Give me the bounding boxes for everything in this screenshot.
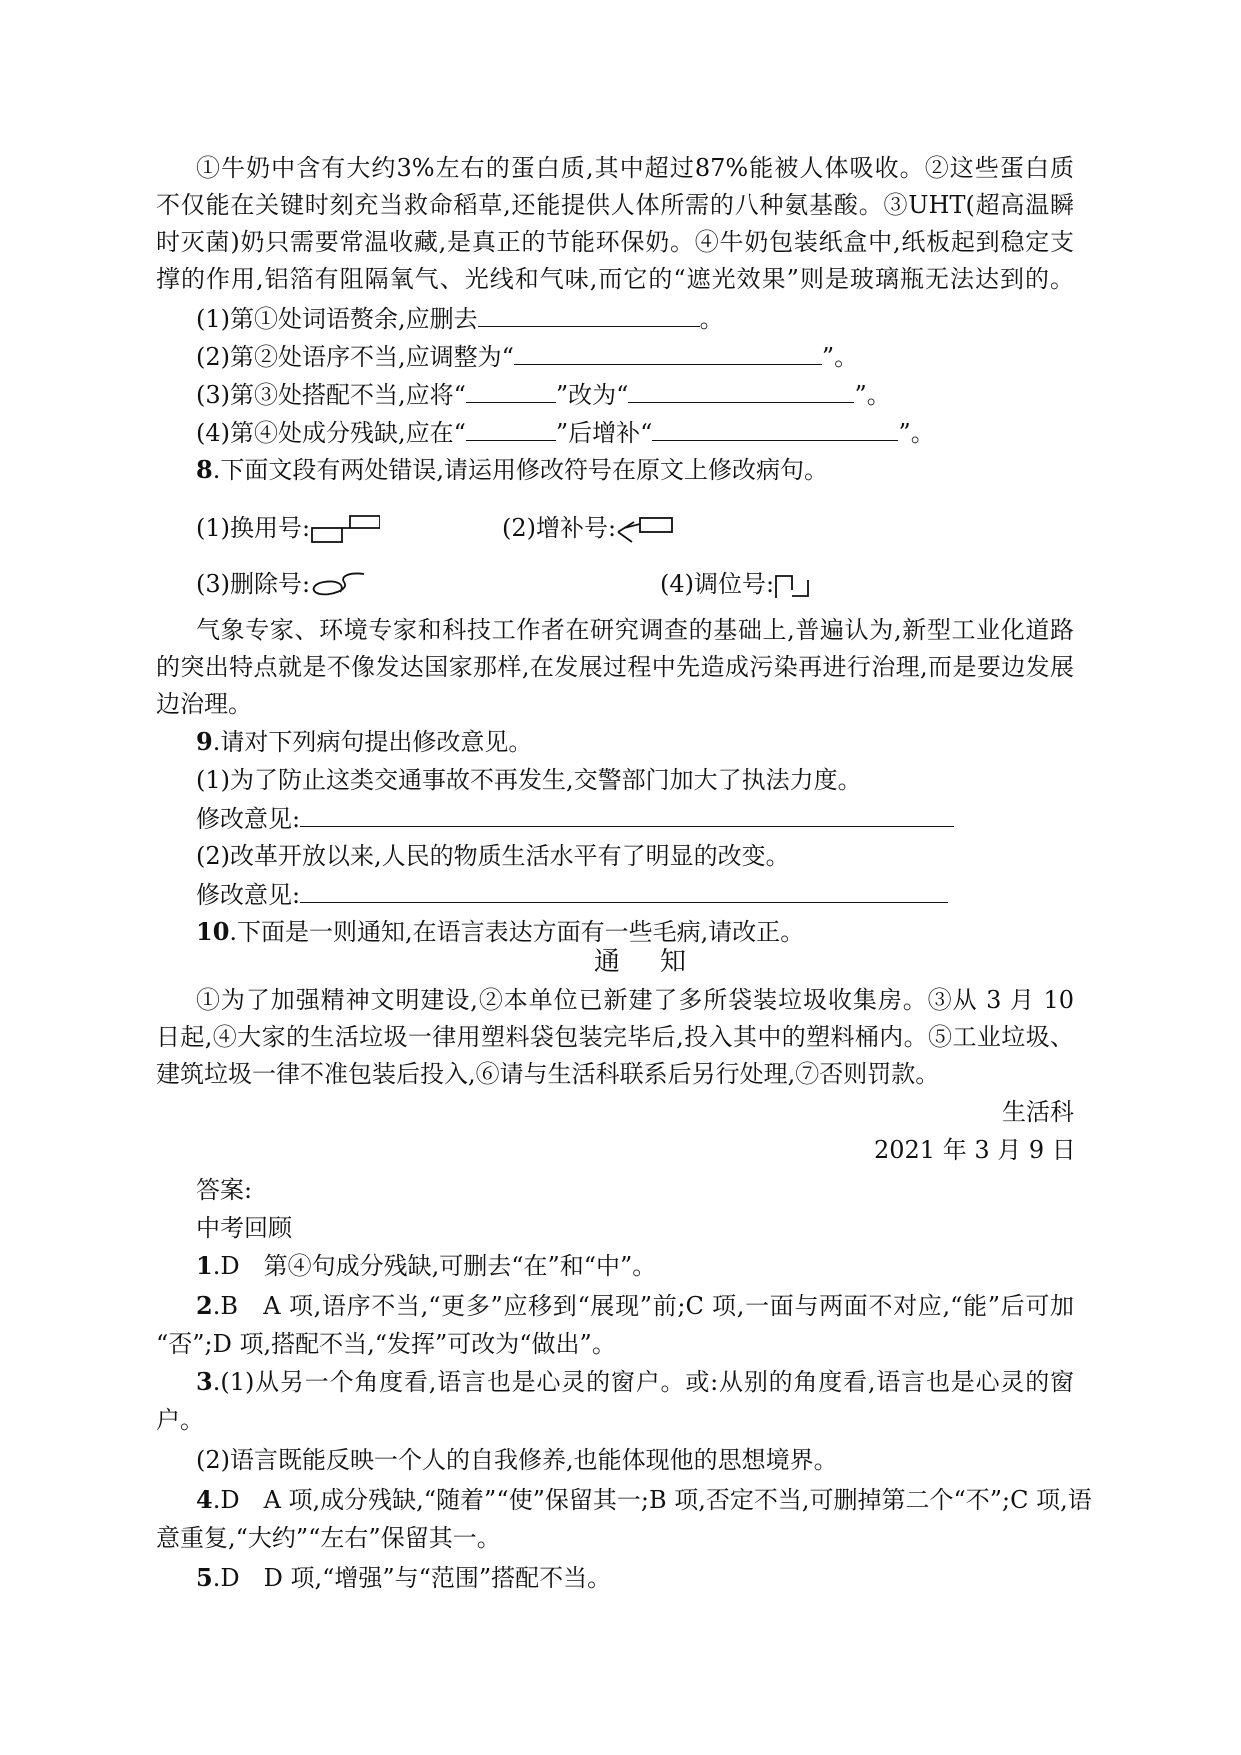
q8-passage-line-2: 的突出特点就是不像发达国家那样,在发展过程中先造成污染再进行治理,而是要边发展: [156, 653, 1074, 681]
answer-4-line-2: 意重复,“大约”“左右”保留其一。: [156, 1524, 501, 1552]
question-number: 8: [196, 455, 213, 484]
q8-prompt: [196, 452, 828, 488]
q7-s3-mid: ”改为“: [555, 381, 629, 409]
question-number: 9: [196, 727, 213, 756]
answer-5: [196, 1560, 611, 1596]
answer-3-line-2: 户。: [156, 1406, 204, 1434]
answer-2-line-1: [196, 1288, 1074, 1324]
answer-blank[interactable]: [478, 300, 700, 327]
answer-number: 2: [196, 1291, 213, 1320]
answer-4-line-1: [196, 1482, 1092, 1518]
answer-4-text: .D A 项,成分残缺,“随着”“使”保留其一;B 项,否定不当,可删掉第二个“不”;C 项,语: [212, 1486, 1092, 1514]
q10-passage-line-3: 建筑垃圾一律不准包装后投入,⑥请与生活科联系后另行处理,⑦否则罚款。: [156, 1060, 940, 1088]
q7-s3-end: ”。: [854, 381, 891, 409]
answer-3-line-1: [196, 1364, 1074, 1400]
answer-3-text: .(1)从另一个角度看,语言也是心灵的窗户。或:从别的角度看,语言也是心灵的窗: [212, 1368, 1074, 1396]
insert-symbol-label: (2)增补号:: [502, 514, 617, 542]
q7-passage-line-3: 时灭菌)奶只需要常温收藏,是真正的节能环保奶。④牛奶包装纸盒中,纸板起到稳定支: [156, 228, 1074, 256]
opinion-label: 修改意见:: [196, 805, 301, 833]
q7-s2-end: ”。: [821, 343, 859, 371]
q7-s1-text: (1)第①处词语赘余,应删去: [196, 305, 478, 333]
answer-blank[interactable]: [628, 376, 854, 403]
q8-symbol-insert: [502, 510, 676, 546]
answer-2-text: .B A 项,语序不当,“更多”应移到“展现”前;C 项,一面与两面不对应,“能”后可加: [212, 1292, 1074, 1320]
answer-blank[interactable]: [466, 376, 556, 403]
q7-s3-text: (3)第③处搭配不当,应将“: [196, 381, 466, 409]
q7-passage-line-4: 撑的作用,铝箔有阻隔氧气、光线和气味,而它的“遮光效果”则是玻璃瓶无法达到的。: [156, 265, 1074, 293]
question-number: 10: [196, 917, 230, 946]
answer-2-line-2: “否”;D 项,搭配不当,“发挥”可改为“做出”。: [156, 1330, 616, 1358]
answer-blank[interactable]: [466, 414, 556, 441]
q10-passage-line-1: ①为了加强精神文明建设,②本单位已新建了多所袋装垃圾收集房。③从 3 月 10: [196, 986, 1074, 1014]
q9-prompt: [196, 724, 532, 760]
q8-text: .下面文段有两处错误,请运用修改符号在原文上修改病句。: [212, 456, 828, 484]
replace-mark-icon: [310, 514, 380, 546]
answer-blank[interactable]: [652, 414, 898, 441]
opinion-label: 修改意见:: [196, 881, 301, 909]
notice-title: 通知: [594, 947, 727, 977]
q7-s4-end: ”。: [898, 419, 935, 447]
delete-mark-icon: [310, 570, 366, 602]
answer-number: 4: [196, 1485, 213, 1514]
q7-s4-mid: ”后增补“: [555, 419, 653, 447]
answer-blank[interactable]: [300, 800, 954, 827]
q7-s2-text: (2)第②处语序不当,应调整为“: [196, 343, 514, 371]
q7-passage-line-2: 不仅能在关键时刻充当救命稻草,还能提供人体所需的八种氨基酸。③UHT(超高温瞬: [156, 191, 1074, 219]
answer-1: [196, 1248, 656, 1284]
q9-sentence-2: (2)改革开放以来,人民的物质生活水平有了明显的改变。: [196, 842, 790, 870]
q10-text: .下面是一则通知,在语言表达方面有一些毛病,请改正。: [229, 918, 805, 946]
answer-1-text: .D 第④句成分残缺,可删去“在”和“中”。: [212, 1252, 657, 1280]
q7-subquestion-4: [196, 414, 935, 451]
insert-mark-icon: [616, 514, 676, 546]
answer-number: 5: [196, 1563, 213, 1592]
replace-symbol-label: (1)换用号:: [196, 514, 311, 542]
reorder-symbol-label: (4)调位号:: [660, 570, 775, 598]
q7-subquestion-3: [196, 376, 891, 413]
notice-date: 2021 年 3 月 9 日: [874, 1136, 1076, 1164]
q7-subquestion-2: [196, 338, 858, 375]
q9-sentence-1: (1)为了防止这类交通事故不再发生,交警部门加大了执法力度。: [196, 766, 862, 794]
q8-symbol-replace: [196, 510, 380, 546]
q8-symbol-delete: [196, 566, 366, 602]
delete-symbol-label: (3)删除号:: [196, 570, 311, 598]
q7-passage-line-1: ①牛奶中含有大约3%左右的蛋白质,其中超过87%能被人体吸收。②这些蛋白质: [196, 154, 1074, 182]
q7-s1-end: 。: [699, 305, 724, 333]
q10-passage-line-2: 日起,④大家的生活垃圾一律用塑料袋包装完毕后,投入其中的塑料桶内。⑤工业垃圾、: [156, 1023, 1074, 1051]
notice-signature: 生活科: [1002, 1098, 1074, 1126]
answer-number: 1: [196, 1251, 213, 1280]
answer-number: 3: [196, 1367, 213, 1396]
q8-passage-line-3: 边治理。: [156, 690, 252, 718]
q9-text: .请对下列病句提出修改意见。: [212, 728, 533, 756]
q7-subquestion-1: [196, 300, 724, 337]
q8-symbol-reorder: [660, 566, 818, 602]
answer-3-line-3: (2)语言既能反映一个人的自我修养,也能体现他的思想境界。: [196, 1446, 838, 1474]
q7-s4-text: (4)第④处成分残缺,应在“: [196, 419, 466, 447]
answer-5-text: .D D 项,“增强”与“范围”搭配不当。: [212, 1564, 612, 1592]
answers-section: 中考回顾: [196, 1214, 292, 1242]
answers-label: 答案:: [196, 1176, 253, 1204]
q9-opinion-1: [196, 800, 954, 837]
reorder-mark-icon: [774, 570, 818, 602]
answer-blank[interactable]: [300, 876, 948, 903]
q8-passage-line-1: 气象专家、环境专家和科技工作者在研究调查的基础上,普遍认为,新型工业化道路: [196, 616, 1074, 644]
q9-opinion-2: [196, 876, 948, 913]
answer-blank[interactable]: [514, 338, 822, 365]
